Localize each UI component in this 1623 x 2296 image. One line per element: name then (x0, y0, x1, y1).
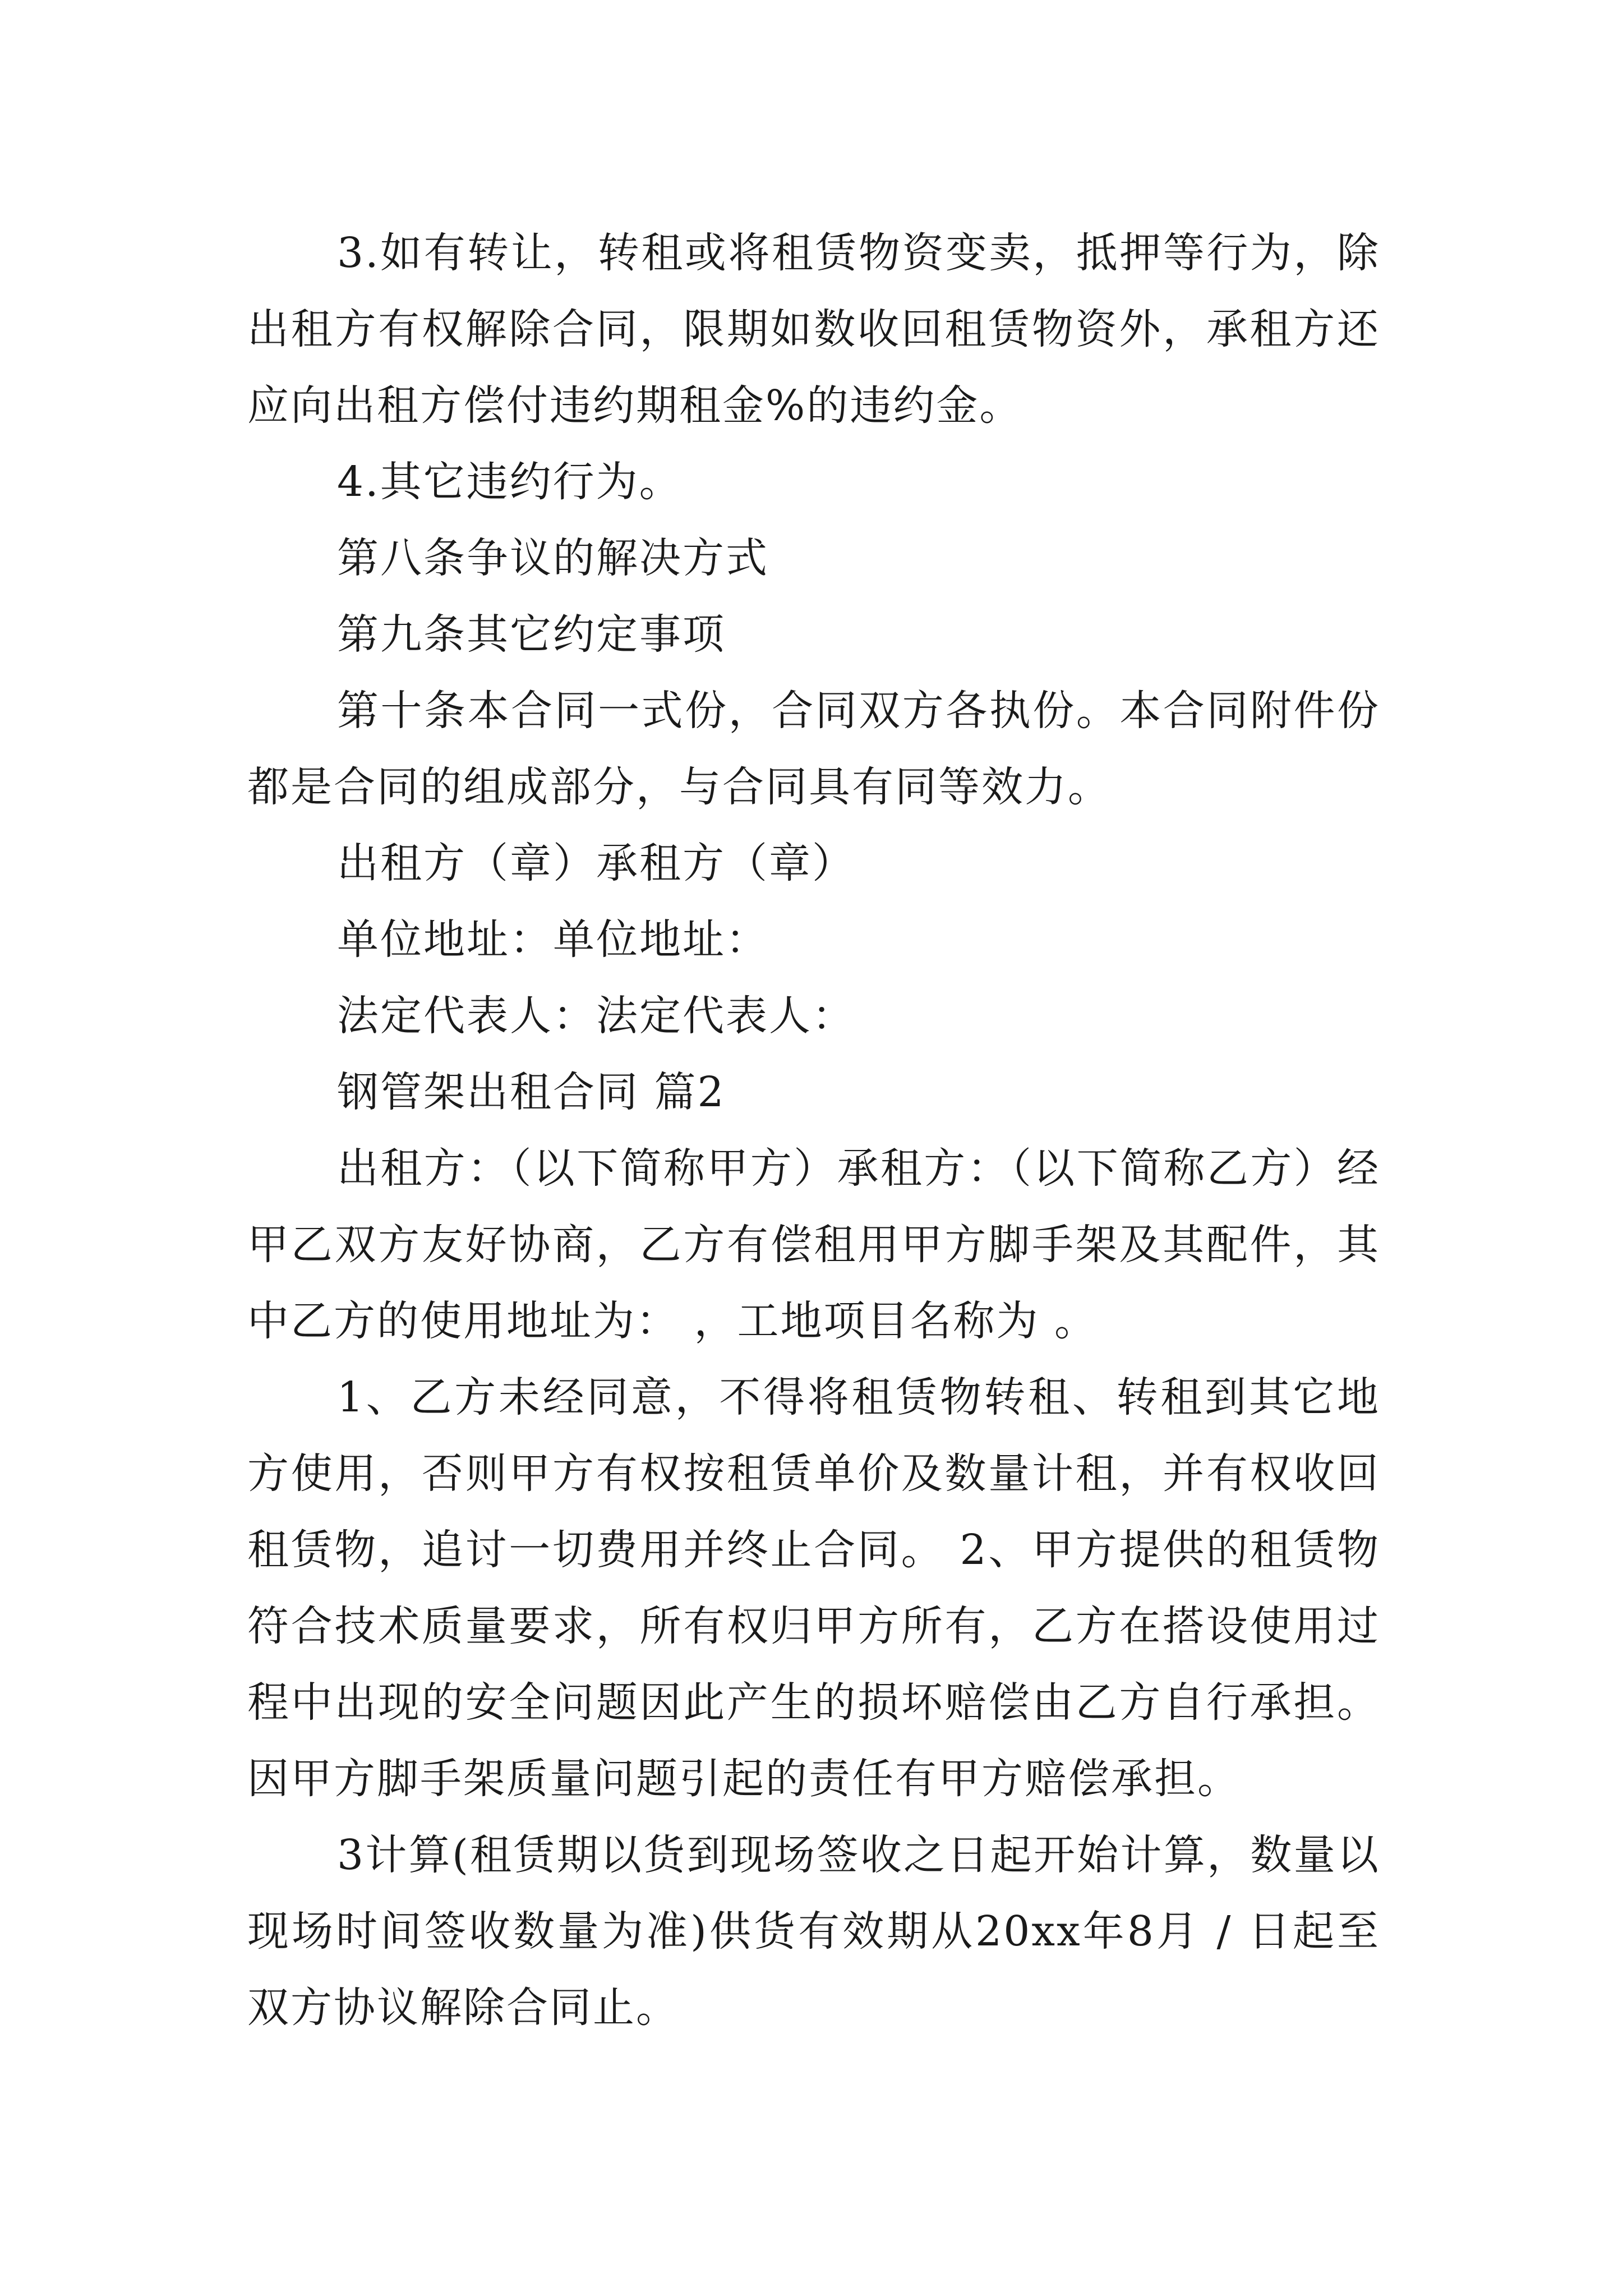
signature-parties-line: 出租方（章）承租方（章） (337, 839, 855, 887)
signature-representative-line: 法定代表人：法定代表人： (337, 992, 855, 1040)
paragraph-article-10: 第十条本合同一式份，合同双方各执份。本合同附件份都是合同的组成部分，与合同具有同等效力。 (247, 687, 1380, 811)
paragraph-term-3-calculation: 3计算(租赁期以货到现场签收之日起开始计算，数量以现场时间签收数量为准)供货有效期从20xx年8月 / 日起至双方协议解除合同止。 (247, 1831, 1380, 2032)
paragraph-clause-4-other-breach: 4.其它违约行为。 (337, 458, 683, 506)
paragraph-clause-3-transfer: 3.如有转让，转租或将租赁物资变卖，抵押等行为，除出租方有权解除合同，限期如数收回租赁物资外，承租方还应向出租方偿付违约期租金%的违约金。 (247, 229, 1380, 430)
paragraph-article-8: 第八条争议的解决方式 (337, 534, 769, 582)
signature-address-line: 单位地址：单位地址： (337, 915, 769, 964)
section-heading-part-2: 钢管架出租合同 篇2 (337, 1068, 726, 1116)
document-body (247, 215, 1380, 2046)
paragraph-article-9: 第九条其它约定事项 (337, 610, 726, 659)
paragraph-terms-1-2: 1、乙方未经同意，不得将租赁物转租、转租到其它地方使用，否则甲方有权按租赁单价及数量计租，并有权收回租赁物，追讨一切费用并终止合同。 2、甲方提供的租赁物符合技术质量要求，所有权归甲方所有，乙方在搭设使用过程中出现的安全问题因此产生的损坏赔偿由乙方自行承担。因甲方脚手架质量问题引起的责任有甲方赔偿承担。 (247, 1373, 1380, 1803)
paragraph-parties-intro: 出租方：（以下简称甲方）承租方：（以下简称乙方）经甲乙双方友好协商，乙方有偿租用甲方脚手架及其配件，其中乙方的使用地址为： ，工地项目名称为 。 (247, 1144, 1380, 1345)
